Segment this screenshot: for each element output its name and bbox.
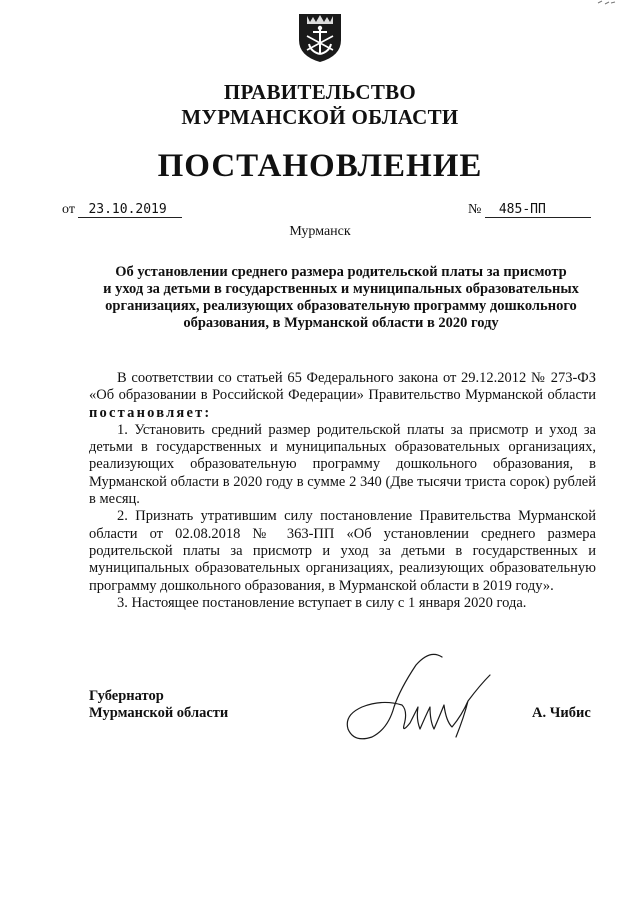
- document-type-heading: ПОСТАНОВЛЕНИЕ: [157, 148, 483, 184]
- document-date-line: [62, 202, 182, 218]
- resolves-word: постановляет:: [89, 404, 212, 421]
- date-prefix: от: [62, 202, 75, 217]
- signatory-position: [89, 688, 228, 722]
- preamble-text: В соответствии со статьей 65 Федерального закона от 29.12.2012 № 273-ФЗ «Об образовании в Российской Федерации» Правительство Мурманской области: [89, 370, 596, 404]
- subject-line: образования, в Мурманской области в 2020 году: [183, 315, 499, 331]
- number-prefix: №: [468, 202, 482, 217]
- document-date: 23.10.2019: [78, 202, 182, 218]
- issuing-city: Мурманск: [289, 224, 351, 239]
- government-title-line2: МУРМАНСКОЙ ОБЛАСТИ: [181, 105, 459, 129]
- document-body: [89, 370, 596, 612]
- signer-name: А. Чибис: [532, 705, 591, 721]
- scan-mark-icon: [596, 0, 616, 6]
- handwritten-signature-icon: [330, 645, 500, 745]
- subject-line: Об установлении среднего размера родительской платы за присмотр: [115, 264, 567, 280]
- item-paragraph: 2. Признать утратившим силу постановление Правительства Мурманской области от 02.08.2018 № 363-ПП «Об установлении среднего размера родительской платы за присмотр и уход за детьми в государственных и муниципальных образовательных организациях, реализующих образовательную программу дошкольного образования, в Мурманской области в 2019 году».: [89, 508, 596, 594]
- preamble-paragraph: [89, 370, 596, 422]
- position-line: Мурманской области: [89, 705, 229, 721]
- document-number: 485-ПП: [485, 202, 591, 218]
- subject-line: организациях, реализующих образовательную программу дошкольного: [105, 298, 577, 314]
- subject-line: и уход за детьми в государственных и муниципальных образовательных: [103, 281, 579, 297]
- item-paragraph: 1. Установить средний размер родительской платы за присмотр и уход за детьми в государственных и муниципальных образовательных организациях, реализующих образовательную программу дошкольного образования, в Мурманской области в 2020 году в сумме 2 340 (Две тысячи триста сорок) рублей в месяц.: [89, 421, 596, 508]
- coat-of-arms-icon: [297, 10, 343, 64]
- document-subject: [82, 264, 600, 332]
- government-title-line1: ПРАВИТЕЛЬСТВО: [223, 80, 417, 104]
- document-number-line: [468, 202, 591, 218]
- position-line: Губернатор: [89, 688, 164, 704]
- item-paragraph: 3. Настоящее постановление вступает в силу с 1 января 2020 года.: [117, 594, 527, 611]
